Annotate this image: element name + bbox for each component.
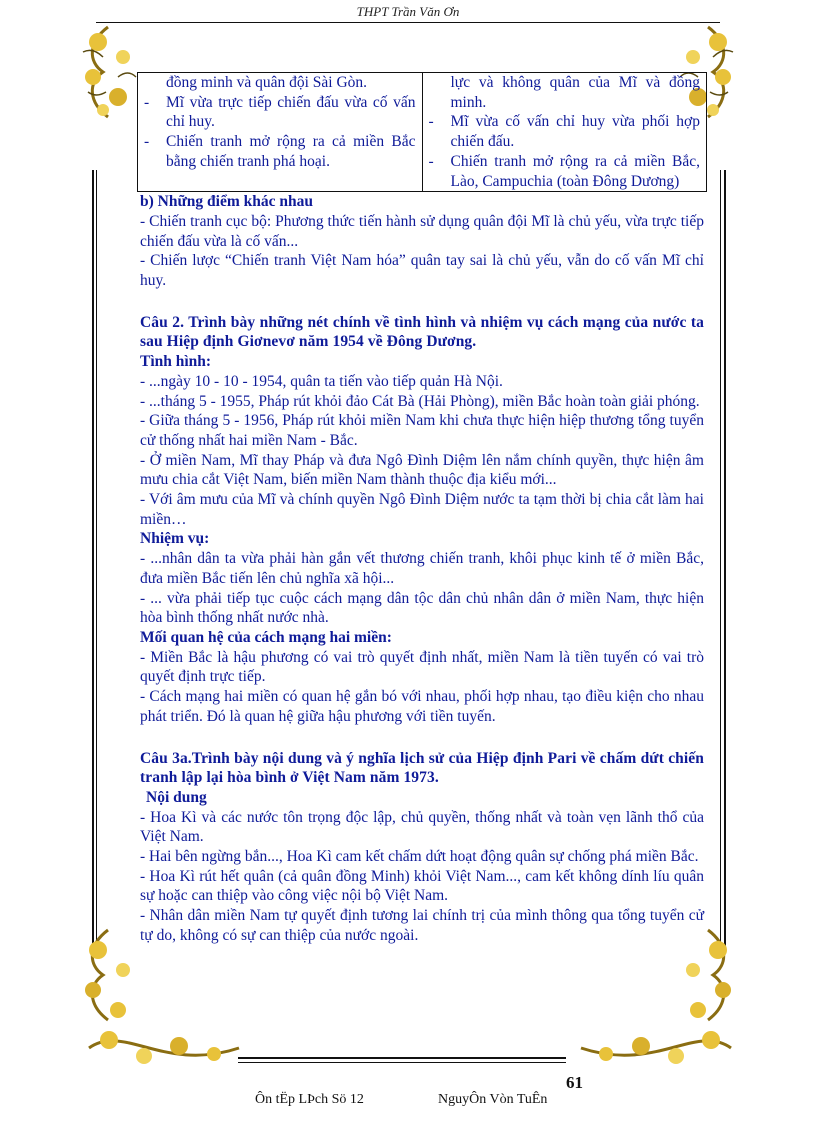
ornament-bottom-right	[576, 1018, 736, 1078]
question-2-title: Câu 2. Trình bày những nét chính về tình hình và nhiệm vụ cách mạng của nước ta sau Hiệp định Giơnevơ năm 1954 về Đông Dương.	[140, 313, 704, 351]
right-frame-rule-inner	[720, 170, 721, 950]
bullet-dash: -	[428, 152, 434, 170]
ornament-top-left	[68, 22, 148, 122]
table-item	[429, 112, 701, 151]
ornament-mid-left	[68, 925, 148, 1025]
table-item-text: Chiến tranh mở rộng ra cả miền Bắc, Lào, Campuchia (toàn Đông Dương)	[450, 152, 700, 190]
footer-rule	[238, 1057, 566, 1059]
paragraph: - ... vừa phải tiếp tục cuộc cách mạng dân tộc dân chủ nhân dân ở miền Nam, thực hiện hòa bình thống nhất nước nhà.	[140, 589, 704, 627]
table-item	[429, 152, 701, 191]
paragraph: - Nhân dân miền Nam tự quyết định tương lai chính trị của mình thông qua tổng tuyển cử tự do, không có sự can thiệp của nước ngoài.	[140, 907, 704, 944]
paragraph: - Hai bên ngừng bắn..., Hoa Kì cam kết chấm dứt hoạt động quân sự chống phá miền Bắc.	[140, 848, 699, 866]
paragraph: - Hoa Kì rút hết quân (cả quân đồng Minh) khỏi Việt Nam..., cam kết không dính líu quân sự hoặc can thiệp vào công việc nội bộ Việt Nam.	[140, 867, 704, 905]
table-row	[138, 73, 707, 192]
table-item-text: Chiến tranh mở rộng ra cả miền Bắc bằng chiến tranh phá hoại.	[166, 133, 416, 170]
header-rule	[96, 22, 720, 23]
left-frame-rule	[92, 170, 94, 950]
paragraph: - ...tháng 5 - 1955, Pháp rút khỏi đảo Cát Bà (Hải Phòng), miền Bắc hoàn toàn giải phóng.	[140, 392, 700, 410]
header-title: THPT Trần Văn Ơn	[356, 4, 460, 19]
paragraph: - ...nhân dân ta vừa phải hàn gắn vết thương chiến tranh, khôi phục kinh tế ở miền Bắc, đưa miền Bắc tiến lên chủ nghĩa xã hội...	[140, 550, 704, 587]
left-frame-rule-inner	[96, 170, 97, 950]
section-b-heading: b) Những điểm khác nhau	[140, 193, 313, 211]
table-item: đồng minh và quân đội Sài Gòn.	[166, 74, 368, 91]
paragraph: - Cách mạng hai miền có quan hệ gắn bó với nhau, phối hợp nhau, tạo điều kiện cho nhau phát triển. Đó là quan hệ giữa hậu phương với tiền tuyến.	[140, 688, 704, 725]
relation-heading: Mối quan hệ của cách mạng hai miền:	[140, 628, 392, 646]
paragraph: - Chiến tranh cục bộ: Phương thức tiến hành sử dụng quân đội Mĩ là chủ yếu, vừa trực tiếp chiến đấu vừa là cố vấn...	[140, 212, 704, 250]
paragraph: - Chiến lược “Chiến tranh Việt Nam hóa” quân tay sai là chủ yếu, vẫn do cố vấn Mĩ chỉ huy.	[140, 252, 704, 290]
ornament-bottom-left	[84, 1018, 244, 1078]
question-3a-title: Câu 3a.Trình bày nội dung và ý nghĩa lịch sử của Hiệp định Pari về chấm dứt chiến tranh lập lại hòa bình ở Việt Nam năm 1973.	[140, 749, 704, 787]
table-item	[144, 93, 416, 132]
table-item	[144, 132, 416, 171]
situation-heading: Tình hình:	[140, 353, 212, 371]
paragraph: - Miền Bắc là hậu phương có vai trò quyết định nhất, miền Nam là tiền tuyến có vai trò quyết định trực tiếp.	[140, 648, 704, 686]
table-item-text: Mĩ vừa trực tiếp chiến đấu vừa cố vấn chỉ huy.	[166, 93, 416, 131]
footer-left-text: Ôn tËp LÞch Sö 12	[255, 1092, 364, 1107]
footer-rule-thin	[238, 1062, 566, 1063]
paragraph: - Hoa Kì và các nước tôn trọng độc lập, chủ quyền, thống nhất và toàn vẹn lãnh thổ của Việt Nam.	[140, 808, 704, 846]
paragraph: - ...ngày 10 - 10 - 1954, quân ta tiến vào tiếp quản Hà Nội.	[140, 372, 503, 390]
paragraph: - Với âm mưu của Mĩ và chính quyền Ngô Đình Diệm nước ta tạm thời bị chia cắt làm hai miền…	[140, 491, 704, 528]
table-cell-left	[138, 73, 423, 192]
right-frame-rule	[724, 170, 726, 950]
page-content	[140, 72, 704, 946]
table-item: lực và không quân của Mĩ và đồng minh.	[450, 74, 700, 111]
paragraph: - Giữa tháng 5 - 1956, Pháp rút khỏi miền Nam khi chưa thực hiện hiệp thương tổng tuyển cử thống nhất hai miền Nam - Bắc.	[140, 412, 704, 449]
paragraph: - Ở miền Nam, Mĩ thay Pháp và đưa Ngô Đình Diệm lên nắm chính quyền, thực hiện âm mưu chia cắt Việt Nam, biến miền Nam thành thuộc địa kiểu mới...	[140, 451, 704, 489]
page-number: 61	[566, 1073, 583, 1092]
bullet-dash: -	[144, 93, 150, 111]
table-cell-right	[422, 73, 707, 192]
bullet-dash: -	[144, 133, 150, 151]
footer-right-text: NguyÔn Vòn TuÊn	[438, 1092, 548, 1107]
tasks-heading: Nhiệm vụ:	[140, 530, 210, 548]
bullet-dash: -	[428, 113, 434, 131]
comparison-table	[137, 72, 707, 192]
content-heading: Nội dung	[146, 788, 207, 806]
table-item-text: Mĩ vừa cố vấn chỉ huy vừa phối hợp chiến đấu.	[450, 113, 700, 151]
